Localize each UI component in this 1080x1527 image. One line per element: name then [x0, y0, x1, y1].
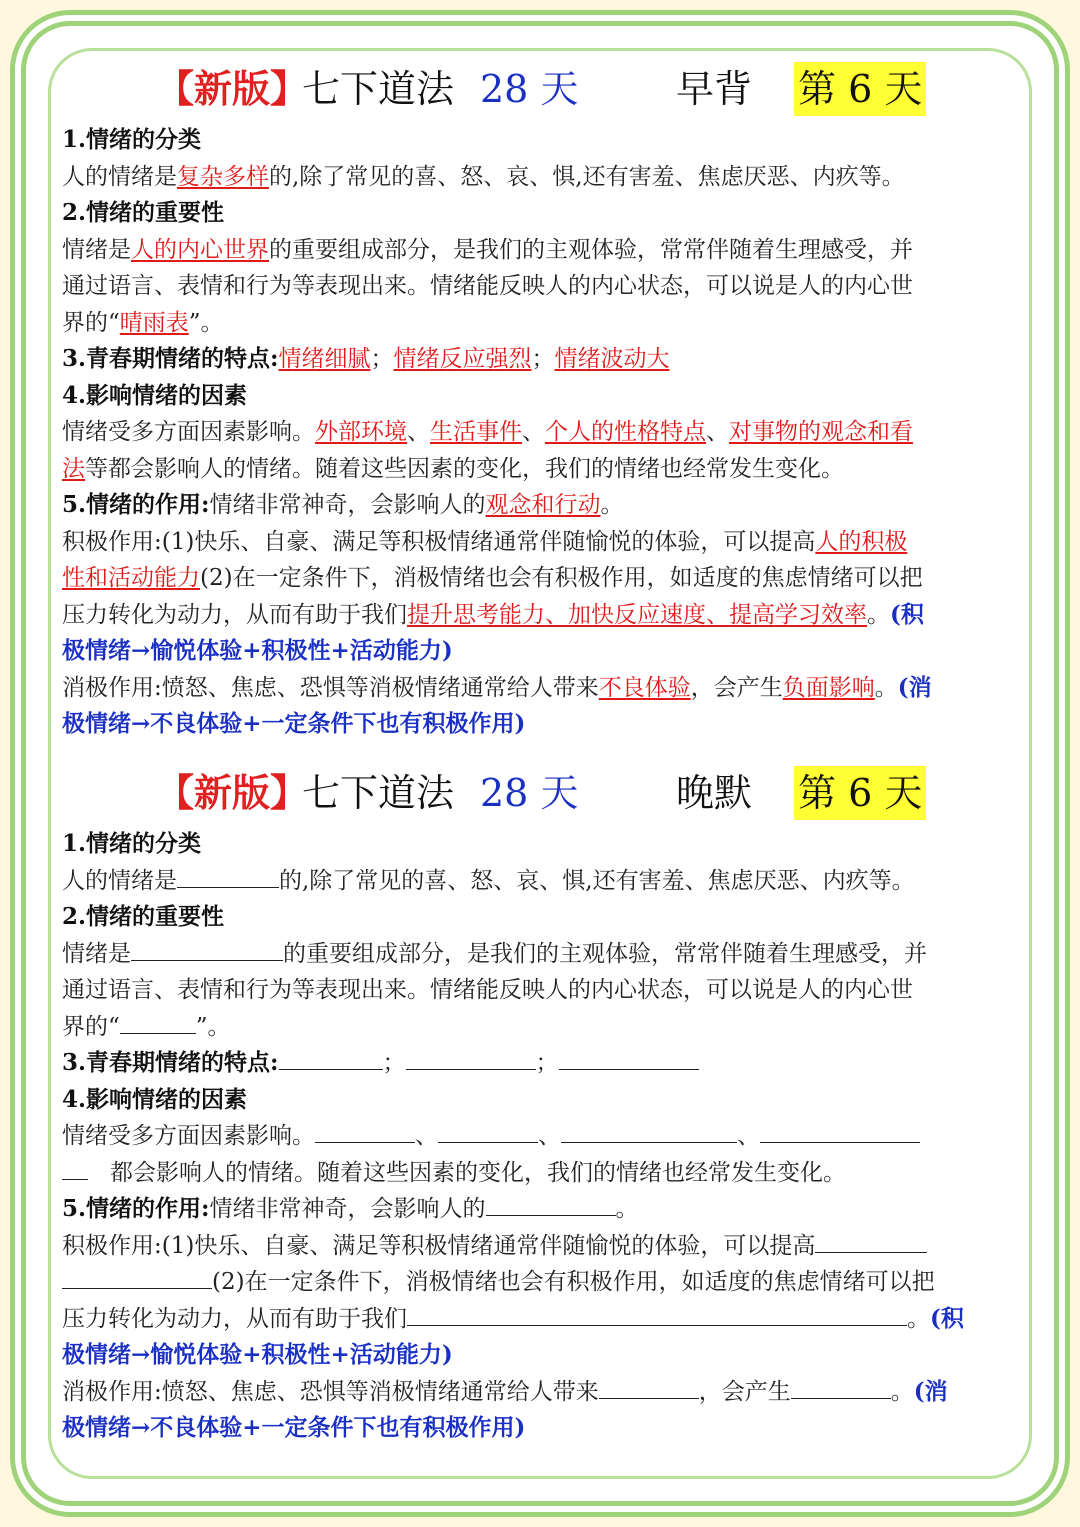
text: 消极作用:愤怒、焦虑、恐惧等消极情绪通常给人带来 — [62, 674, 599, 701]
text: 积极作用:(1)快乐、自豪、满足等积极情绪通常伴随愉悦的体验，可以提高 — [62, 528, 816, 555]
blank-field[interactable] — [131, 938, 283, 961]
text: 人的情绪是 — [62, 867, 177, 894]
section-heading: 5.情绪的作用: — [62, 1195, 210, 1222]
text-line — [62, 670, 1022, 707]
text: 的,除了常见的喜、怒、哀、惧,还有害羞、焦虑厌恶、内疚等。 — [279, 867, 915, 894]
text: 。 — [907, 1305, 930, 1332]
morning-title — [62, 58, 1022, 120]
text: 的重要组成部分，是我们的主观体验，常常伴随着生理感受，并 — [269, 236, 913, 263]
note: 极情绪→愉悦体验+积极性+活动能力) — [62, 1341, 453, 1368]
text-line — [62, 1118, 1022, 1155]
section-heading: 4.影响情绪的因素 — [62, 1085, 248, 1113]
section-heading: 2.情绪的重要性 — [62, 199, 225, 226]
text: 的重要组成部分，是我们的主观体验，常常伴随着生理感受，并 — [283, 940, 927, 967]
answer: 人的内心世界 — [131, 236, 269, 263]
answer: 外部环境 — [315, 419, 407, 445]
blank-field[interactable] — [279, 1047, 383, 1070]
separator: 、 — [415, 1123, 438, 1149]
answer: 生活事件 — [430, 419, 522, 445]
title-mode: 早背 — [676, 67, 753, 111]
title-mode: 晚默 — [676, 771, 753, 815]
text-line — [62, 597, 1022, 634]
text-line — [62, 487, 1022, 524]
text: 。 — [615, 1196, 639, 1222]
text: (2)在一定条件下，消极情绪也会有积极作用，如适度的焦虑情绪可以把 — [212, 1269, 935, 1295]
evening-sheet — [62, 762, 1022, 1447]
text-line — [62, 1228, 1022, 1265]
title-tag: 【新版】 — [156, 770, 309, 815]
text-line — [62, 1155, 1022, 1192]
text-line — [62, 524, 1022, 561]
text-line — [62, 863, 1022, 900]
text: 。 — [600, 492, 624, 518]
answer: 复杂多样 — [177, 163, 269, 190]
separator: 、 — [407, 419, 430, 445]
note: (消 — [897, 673, 932, 701]
text: 情绪受多方面因素影响。 — [62, 419, 315, 445]
text: 情绪是 — [62, 236, 131, 263]
blank-field[interactable] — [407, 1303, 907, 1326]
text: 积极作用:(1)快乐、自豪、满足等积极情绪通常伴随愉悦的体验，可以提高 — [62, 1232, 816, 1259]
separator: 、 — [706, 419, 729, 445]
text-line — [62, 341, 1022, 378]
answer: 情绪波动大 — [554, 346, 670, 372]
morning-sheet — [62, 58, 1022, 743]
section-heading: 1.情绪的分类 — [62, 126, 202, 153]
text: 的,除了常见的喜、怒、哀、惧,还有害羞、焦虑厌恶、内疚等。 — [269, 163, 905, 190]
section-heading: 1.情绪的分类 — [62, 830, 202, 857]
text-line — [62, 159, 1022, 196]
blank-field[interactable] — [791, 1376, 891, 1399]
title-tag: 【新版】 — [156, 66, 309, 111]
answer: 对事物的观念和看 — [729, 419, 913, 445]
blank-field[interactable] — [559, 1047, 699, 1070]
text-line — [62, 560, 1022, 597]
separator: ； — [382, 1050, 406, 1076]
blank-field[interactable] — [62, 1266, 212, 1289]
note: 极情绪→愉悦体验+积极性+活动能力) — [62, 637, 453, 664]
text-line: 通过语言、表情和行为等表现出来。情绪能反映人的内心状态，可以说是人的内心世 — [62, 273, 913, 299]
section-heading: 5.情绪的作用: — [62, 491, 210, 518]
blank-field[interactable] — [406, 1047, 536, 1070]
note: (积 — [890, 600, 924, 628]
separator: 、 — [538, 1123, 561, 1149]
text: 消极作用:愤怒、焦虑、恐惧等消极情绪通常给人带来 — [62, 1378, 599, 1405]
text-line: 通过语言、表情和行为等表现出来。情绪能反映人的内心状态，可以说是人的内心世 — [62, 977, 913, 1003]
blank-field[interactable] — [486, 1193, 616, 1216]
blank-field[interactable] — [815, 1230, 927, 1253]
blank-field[interactable] — [599, 1376, 699, 1399]
answer: 法 — [62, 455, 85, 482]
text: 界的“ — [62, 1013, 120, 1040]
answer: 观念和行动 — [485, 492, 601, 518]
answer: 不良体验 — [598, 674, 691, 701]
note: (消 — [913, 1377, 948, 1405]
text-line — [62, 1009, 1022, 1046]
text: 。 — [874, 674, 898, 701]
text: 情绪非常神奇，会影响人的 — [209, 1196, 486, 1222]
text-line — [62, 936, 1022, 973]
answer: 人的积极 — [815, 528, 908, 555]
text-line — [62, 1045, 1022, 1082]
separator: ； — [535, 1050, 559, 1076]
text: 压力转化为动力，从而有助于我们 — [62, 1305, 407, 1332]
note: 极情绪→不良体验+一定条件下也有积极作用) — [62, 710, 526, 737]
evening-title — [62, 762, 1022, 824]
blank-field[interactable] — [315, 1120, 415, 1143]
separator: ； — [531, 346, 555, 372]
text: (2)在一定条件下，消极情绪也会有积极作用，如适度的焦虑情绪可以把 — [200, 565, 923, 591]
answer: 提升思考能力、加快反应速度、提高学习效率 — [407, 601, 867, 628]
note: (积 — [930, 1304, 964, 1332]
text: 人的情绪是 — [62, 163, 177, 190]
text: ，会产生 — [698, 1378, 791, 1405]
text-line — [62, 414, 1022, 451]
answer: 性和活动能力 — [62, 565, 200, 591]
answer: 晴雨表 — [119, 309, 189, 336]
separator: 、 — [522, 419, 545, 445]
section-heading: 3.青春期情绪的特点: — [62, 345, 279, 372]
text: 情绪受多方面因素影响。 — [62, 1123, 315, 1149]
answer: 情绪细腻 — [278, 346, 371, 372]
text: ，会产生 — [690, 674, 783, 701]
answer: 情绪反应强烈 — [393, 346, 532, 372]
title-day: 第 6 天 — [794, 62, 926, 116]
text: 情绪是 — [62, 940, 131, 967]
answer: 负面影响 — [782, 674, 875, 701]
text-line — [62, 1191, 1022, 1228]
text-line — [62, 1301, 1022, 1338]
text: 界的“ — [62, 309, 120, 336]
title-subject: 七下道法 — [302, 771, 455, 815]
text: ”。 — [188, 309, 224, 336]
text: ”。 — [195, 1013, 231, 1040]
morning-content — [62, 122, 1022, 743]
text: 等都会影响人的情绪。随着这些因素的变化，我们的情绪也经常发生变化。 — [85, 455, 844, 482]
blank-field[interactable] — [760, 1120, 920, 1143]
title-days: 28 天 — [480, 771, 579, 815]
text: 。 — [890, 1378, 914, 1405]
section-heading: 3.青春期情绪的特点: — [62, 1049, 279, 1076]
section-heading: 2.情绪的重要性 — [62, 903, 225, 930]
blank-field[interactable] — [177, 865, 279, 888]
title-days: 28 天 — [480, 67, 579, 111]
text: 压力转化为动力，从而有助于我们 — [62, 601, 407, 628]
answer: 个人的性格特点 — [545, 419, 706, 445]
evening-content — [62, 826, 1022, 1447]
text-line — [62, 451, 1022, 488]
text: 都会影响人的情绪。随着这些因素的变化，我们的情绪也经常发生变化。 — [110, 1159, 846, 1186]
note: 极情绪→不良体验+一定条件下也有积极作用) — [62, 1414, 526, 1441]
text: 情绪非常神奇，会影响人的 — [209, 492, 486, 518]
text: 。 — [867, 601, 890, 628]
text-line — [62, 1264, 1022, 1301]
blank-field[interactable] — [120, 1011, 196, 1034]
title-subject: 七下道法 — [302, 67, 455, 111]
blank-field[interactable] — [561, 1120, 737, 1143]
text-line — [62, 232, 1022, 269]
title-day: 第 6 天 — [794, 766, 926, 820]
blank-field[interactable] — [62, 1157, 88, 1180]
blank-field[interactable] — [438, 1120, 538, 1143]
separator: 、 — [737, 1123, 760, 1149]
separator: ； — [370, 346, 394, 372]
text-line — [62, 305, 1022, 342]
text-line — [62, 1374, 1022, 1411]
section-heading: 4.影响情绪的因素 — [62, 381, 248, 409]
